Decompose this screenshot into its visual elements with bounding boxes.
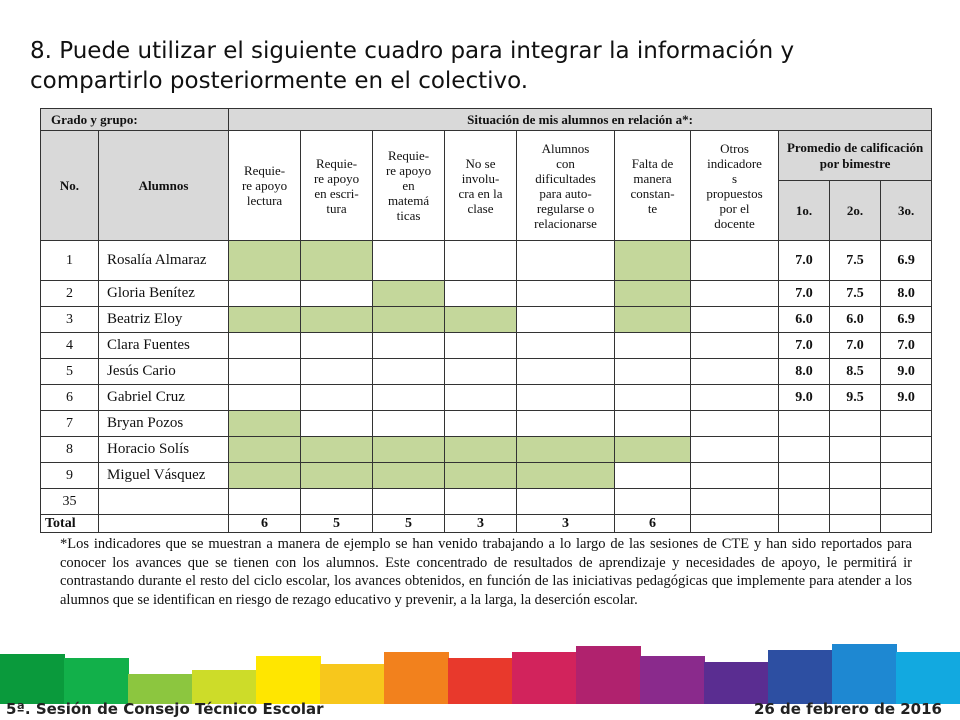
- total-cell: [691, 515, 779, 533]
- row-number: 6: [41, 385, 99, 411]
- indicator-cell-empty: [517, 411, 615, 437]
- indicator-cell-marked: [373, 281, 445, 307]
- grade-cell: [779, 489, 830, 515]
- grade-cell: 8.0: [881, 281, 932, 307]
- indicator-cell-marked: [445, 307, 517, 333]
- student-name: Gloria Benítez: [99, 281, 229, 307]
- student-name: Jesús Cario: [99, 359, 229, 385]
- student-situation-table: [40, 108, 932, 533]
- bimestre-header: 1o.: [779, 181, 830, 241]
- indicator-cell-marked: [445, 437, 517, 463]
- grade-cell: 7.5: [830, 241, 881, 281]
- indicator-cell-marked: [373, 307, 445, 333]
- indicator-cell-empty: [691, 385, 779, 411]
- indicator-cell-empty: [691, 333, 779, 359]
- total-cell: [830, 515, 881, 533]
- table-row: [41, 281, 932, 307]
- indicator-cell-marked: [517, 437, 615, 463]
- decor-bar: [256, 656, 321, 704]
- footer-date: 26 de febrero de 2016: [753, 700, 942, 718]
- decor-bar: [832, 644, 897, 704]
- indicator-cell-empty: [229, 385, 301, 411]
- indicator-header: No se involu- cra en la clase: [445, 131, 517, 241]
- grade-cell: 7.0: [779, 333, 830, 359]
- indicator-cell-empty: [691, 489, 779, 515]
- indicator-cell-empty: [615, 359, 691, 385]
- indicator-cell-marked: [229, 241, 301, 281]
- decor-bar: [0, 654, 65, 704]
- grade-cell: 6.9: [881, 241, 932, 281]
- table-body: [41, 109, 932, 533]
- table-row: [41, 489, 932, 515]
- indicator-cell-marked: [229, 411, 301, 437]
- promedio-header: Promedio de calificación por bimestre: [779, 131, 932, 181]
- total-cell: 6: [229, 515, 301, 533]
- indicator-cell-empty: [301, 333, 373, 359]
- row-number: 1: [41, 241, 99, 281]
- indicator-cell-empty: [691, 411, 779, 437]
- indicator-cell-empty: [517, 333, 615, 359]
- grade-cell: [830, 463, 881, 489]
- indicator-cell-empty: [445, 489, 517, 515]
- student-name: Bryan Pozos: [99, 411, 229, 437]
- situacion-label: Situación de mis alumnos en relación a*:: [229, 109, 932, 131]
- grado-label: Grado y grupo:: [41, 109, 229, 131]
- indicator-cell-marked: [615, 437, 691, 463]
- indicator-cell-empty: [229, 333, 301, 359]
- decor-bar: [192, 670, 257, 704]
- grade-cell: 8.0: [779, 359, 830, 385]
- total-cell: [881, 515, 932, 533]
- grade-cell: 9.0: [779, 385, 830, 411]
- student-name: Gabriel Cruz: [99, 385, 229, 411]
- table-row: [41, 307, 932, 333]
- indicator-cell-marked: [229, 463, 301, 489]
- grade-cell: 6.0: [830, 307, 881, 333]
- footer-session-title: 5ª. Sesión de Consejo Técnico Escolar: [6, 700, 324, 718]
- decor-bar: [704, 662, 769, 704]
- indicator-cell-empty: [691, 281, 779, 307]
- grade-cell: [830, 437, 881, 463]
- indicator-cell-empty: [517, 359, 615, 385]
- table-row: [41, 385, 932, 411]
- decor-bar: [64, 658, 129, 704]
- row-number: 8: [41, 437, 99, 463]
- student-name: Miguel Vásquez: [99, 463, 229, 489]
- grade-cell: 7.0: [779, 241, 830, 281]
- decor-bar: [320, 664, 385, 704]
- indicator-header: Otros indicadore s propuestos por el docente: [691, 131, 779, 241]
- indicator-cell-empty: [445, 359, 517, 385]
- grade-cell: [881, 437, 932, 463]
- grade-cell: 7.0: [779, 281, 830, 307]
- totals-row: [41, 515, 932, 533]
- indicator-header: Requie- re apoyo lectura: [229, 131, 301, 241]
- indicator-cell-marked: [229, 437, 301, 463]
- decor-bar: [384, 652, 449, 704]
- grade-cell: [881, 489, 932, 515]
- student-name: Horacio Solís: [99, 437, 229, 463]
- total-cell: 5: [373, 515, 445, 533]
- decorative-color-bars: [0, 640, 960, 704]
- indicator-header: Falta de manera constan- te: [615, 131, 691, 241]
- decor-bar: [896, 652, 960, 704]
- indicator-cell-empty: [373, 333, 445, 359]
- indicator-cell-empty: [615, 463, 691, 489]
- indicator-cell-empty: [445, 333, 517, 359]
- indicator-cell-empty: [615, 411, 691, 437]
- indicator-cell-empty: [445, 411, 517, 437]
- indicator-cell-empty: [691, 241, 779, 281]
- grade-cell: 7.5: [830, 281, 881, 307]
- indicator-cell-empty: [517, 281, 615, 307]
- indicator-cell-marked: [301, 437, 373, 463]
- bimestre-header: 3o.: [881, 181, 932, 241]
- total-label: Total: [41, 515, 99, 533]
- indicator-cell-marked: [615, 241, 691, 281]
- indicator-header: Requie- re apoyo en escri- tura: [301, 131, 373, 241]
- footnote: *Los indicadores que se muestran a manera de ejemplo se han venido trabajando a lo largo de las sesiones de CTE y han sido reportados para conocer los avances que se tienen con los alumnos. Este concentrado de resultados de aprendizaje y necesidades de apoyo, le permitirá ir contrastando durante el resto del ciclo escolar, los avances obtenidos, en función de las iniciativas pedagógicas que implemente para atender a los alumnos que se identifican en riesgo de rezago educativo y prevenir, a la larga, la deserción escolar.: [60, 536, 912, 608]
- student-name: Beatriz Eloy: [99, 307, 229, 333]
- indicator-cell-empty: [229, 359, 301, 385]
- row-number: 5: [41, 359, 99, 385]
- grade-cell: 7.0: [881, 333, 932, 359]
- bimestre-header: 2o.: [830, 181, 881, 241]
- indicator-cell-marked: [229, 307, 301, 333]
- decor-bar: [768, 650, 833, 704]
- grade-cell: [779, 463, 830, 489]
- row-number: 9: [41, 463, 99, 489]
- total-cell: 6: [615, 515, 691, 533]
- indicator-cell-empty: [517, 385, 615, 411]
- indicator-cell-empty: [615, 489, 691, 515]
- grade-cell: [779, 411, 830, 437]
- total-cell: [779, 515, 830, 533]
- grade-cell: 9.0: [881, 385, 932, 411]
- slide-heading: 8. Puede utilizar el siguiente cuadro para integrar la información y compartirlo posteriormente en el colectivo.: [30, 38, 795, 94]
- indicator-cell-marked: [301, 463, 373, 489]
- grade-cell: 9.5: [830, 385, 881, 411]
- table-row: [41, 463, 932, 489]
- student-name: Rosalía Almaraz: [99, 241, 229, 281]
- grade-cell: 9.0: [881, 359, 932, 385]
- indicator-cell-empty: [373, 489, 445, 515]
- indicator-cell-empty: [373, 359, 445, 385]
- grade-cell: 8.5: [830, 359, 881, 385]
- indicator-cell-empty: [445, 281, 517, 307]
- indicator-cell-marked: [301, 241, 373, 281]
- total-cell: 3: [445, 515, 517, 533]
- row-number: 35: [41, 489, 99, 515]
- student-table-container: [40, 108, 931, 534]
- alumnos-column-header: Alumnos: [99, 131, 229, 241]
- indicator-cell-empty: [301, 281, 373, 307]
- indicator-cell-empty: [615, 333, 691, 359]
- indicator-cell-empty: [691, 359, 779, 385]
- grade-cell: [881, 411, 932, 437]
- total-blank: [99, 515, 229, 533]
- indicator-cell-empty: [301, 411, 373, 437]
- indicator-cell-empty: [691, 463, 779, 489]
- indicator-cell-empty: [517, 307, 615, 333]
- indicator-cell-empty: [517, 489, 615, 515]
- decor-bar: [448, 658, 513, 704]
- table-row: [41, 359, 932, 385]
- indicator-header: Requie- re apoyo en matemá ticas: [373, 131, 445, 241]
- decor-bar: [640, 656, 705, 704]
- row-number: 7: [41, 411, 99, 437]
- total-cell: 5: [301, 515, 373, 533]
- indicator-cell-empty: [445, 241, 517, 281]
- decor-bar: [576, 646, 641, 704]
- indicator-cell-marked: [301, 307, 373, 333]
- indicator-cell-empty: [445, 385, 517, 411]
- indicator-cell-empty: [517, 241, 615, 281]
- indicator-cell-marked: [373, 463, 445, 489]
- grade-cell: [830, 411, 881, 437]
- total-cell: 3: [517, 515, 615, 533]
- row-number: 4: [41, 333, 99, 359]
- indicator-cell-empty: [229, 489, 301, 515]
- indicator-cell-marked: [615, 281, 691, 307]
- table-row: [41, 411, 932, 437]
- grade-cell: 7.0: [830, 333, 881, 359]
- indicator-cell-marked: [445, 463, 517, 489]
- grade-cell: [830, 489, 881, 515]
- indicator-cell-marked: [615, 307, 691, 333]
- grade-cell: 6.0: [779, 307, 830, 333]
- indicator-cell-empty: [301, 385, 373, 411]
- indicator-cell-empty: [229, 281, 301, 307]
- student-name: [99, 489, 229, 515]
- indicator-cell-empty: [301, 359, 373, 385]
- table-row: [41, 333, 932, 359]
- grade-cell: [881, 463, 932, 489]
- decor-bar: [512, 652, 577, 704]
- indicator-cell-marked: [373, 437, 445, 463]
- student-name: Clara Fuentes: [99, 333, 229, 359]
- indicator-cell-empty: [373, 385, 445, 411]
- indicator-header: Alumnos con dificultades para auto- regularse o relacionarse: [517, 131, 615, 241]
- row-number: 2: [41, 281, 99, 307]
- no-column-header: No.: [41, 131, 99, 241]
- grade-cell: [779, 437, 830, 463]
- indicator-cell-empty: [373, 411, 445, 437]
- row-number: 3: [41, 307, 99, 333]
- indicator-cell-empty: [691, 437, 779, 463]
- indicator-cell-empty: [373, 241, 445, 281]
- indicator-cell-empty: [691, 307, 779, 333]
- indicator-cell-empty: [301, 489, 373, 515]
- indicator-cell-empty: [615, 385, 691, 411]
- table-row: [41, 241, 932, 281]
- grade-cell: 6.9: [881, 307, 932, 333]
- indicator-cell-marked: [517, 463, 615, 489]
- table-row: [41, 437, 932, 463]
